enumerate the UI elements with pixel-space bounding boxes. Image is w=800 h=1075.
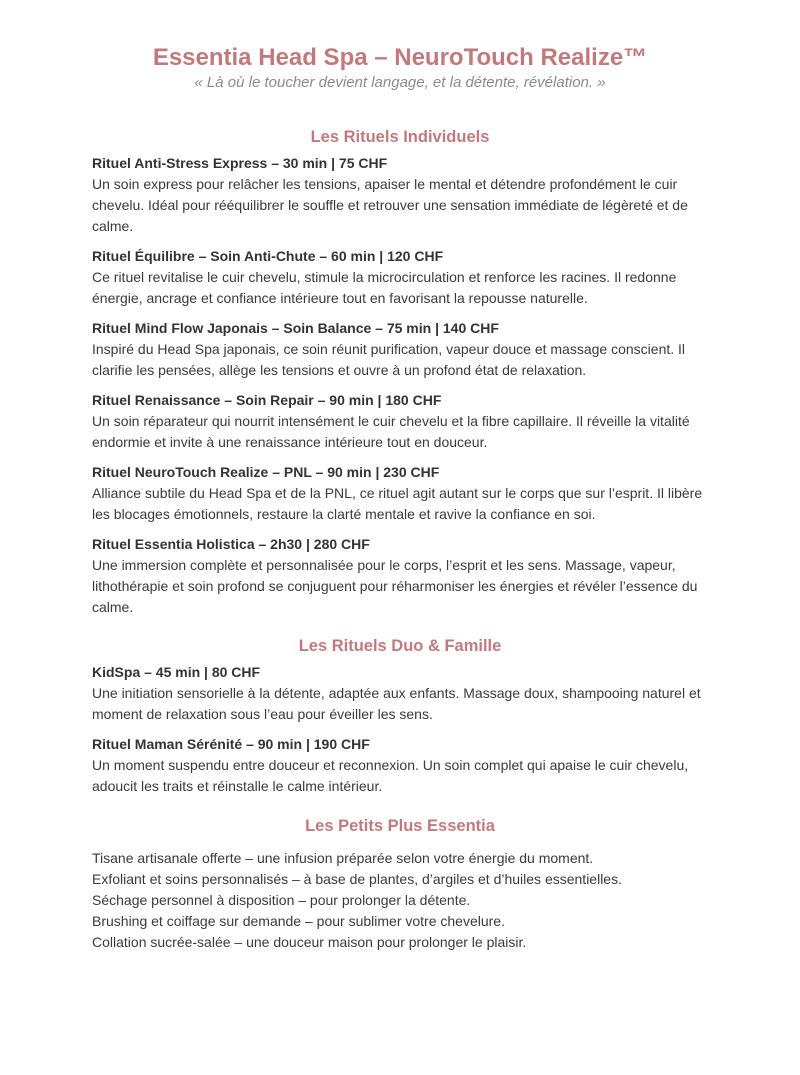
ritual-description: Une initiation sensorielle à la détente, adaptée aux enfants. Massage doux, shampooing naturel et moment de relaxation sous l’eau pour éveiller les sens. [92, 685, 701, 722]
ritual-name: Rituel NeuroTouch Realize – PNL – 90 min | 230 CHF [92, 464, 440, 480]
ritual-description: Un soin express pour relâcher les tensions, apaiser le mental et détendre profondément le cuir chevelu. Idéal pour rééquilibrer le souffle et retrouver une sensation immédiate de légèreté et de calme. [92, 176, 688, 234]
extra-item: Séchage personnel à disposition – pour prolonger la détente. [92, 892, 471, 908]
ritual-name: Rituel Essentia Holistica – 2h30 | 280 CHF [92, 536, 370, 552]
ritual-item [92, 534, 708, 618]
ritual-description: Ce rituel revitalise le cuir chevelu, stimule la microcirculation et renforce les racines. Il redonne énergie, ancrage et confiance intérieure tout en favorisant la repousse naturelle. [92, 269, 677, 306]
extra-item: Exfoliant et soins personnalisés – à base de plantes, d’argiles et d’huiles essentielles. [92, 871, 622, 887]
ritual-description: Une immersion complète et personnalisée pour le corps, l’esprit et les sens. Massage, vapeur, lithothérapie et soin profond se conjuguent pour réharmoniser les énergies et révéler l’essence du calme. [92, 557, 698, 615]
ritual-item [92, 153, 708, 237]
ritual-description: Alliance subtile du Head Spa et de la PNL, ce rituel agit autant sur le corps que sur l’esprit. Il libère les blocages émotionnels, restaure la clarté mentale et ravive la confiance en soi. [92, 485, 703, 522]
section-individual-rituals [92, 126, 708, 618]
ritual-item [92, 318, 708, 381]
page-title: Essentia Head Spa – NeuroTouch Realize™ [152, 44, 648, 71]
ritual-item [92, 662, 708, 725]
section-duo-family-rituals [92, 635, 708, 797]
ritual-item [92, 390, 708, 453]
extra-item: Brushing et coiffage sur demande – pour sublimer votre chevelure. [92, 913, 505, 929]
ritual-item [92, 734, 708, 797]
tagline: « Là où le toucher devient langage, et la détente, révélation. » [194, 74, 606, 91]
ritual-item [92, 462, 708, 525]
extra-item: Collation sucrée-salée – une douceur maison pour prolonger le plaisir. [92, 934, 527, 950]
ritual-name: Rituel Maman Sérénité – 90 min | 190 CHF [92, 736, 370, 752]
ritual-name: Rituel Renaissance – Soin Repair – 90 min | 180 CHF [92, 392, 442, 408]
ritual-description: Un soin réparateur qui nourrit intensément le cuir chevelu et la fibre capillaire. Il réveille la vitalité endormie et invite à une renaissance intérieure tout en douceur. [92, 413, 690, 450]
section-title: Les Rituels Individuels [310, 128, 490, 146]
ritual-description: Inspiré du Head Spa japonais, ce soin réunit purification, vapeur douce et massage conscient. Il clarifie les pensées, allège les tensions et ouvre à un profond état de relaxation. [92, 341, 686, 378]
section-title: Les Rituels Duo & Famille [298, 637, 502, 655]
ritual-description: Un moment suspendu entre douceur et reconnexion. Un soin complet qui apaise le cuir chevelu, adoucit les traits et réinstalle le calme intérieur. [92, 757, 689, 794]
section-title: Les Petits Plus Essentia [305, 817, 495, 835]
ritual-name: Rituel Anti-Stress Express – 30 min | 75 CHF [92, 155, 388, 171]
section-extras [92, 815, 708, 953]
extra-item: Tisane artisanale offerte – une infusion préparée selon votre énergie du moment. [92, 850, 594, 866]
ritual-name: Rituel Mind Flow Japonais – Soin Balance – 75 min | 140 CHF [92, 320, 499, 336]
ritual-name: Rituel Équilibre – Soin Anti-Chute – 60 min | 120 CHF [92, 248, 444, 264]
ritual-name: KidSpa – 45 min | 80 CHF [92, 664, 261, 680]
ritual-item [92, 246, 708, 309]
